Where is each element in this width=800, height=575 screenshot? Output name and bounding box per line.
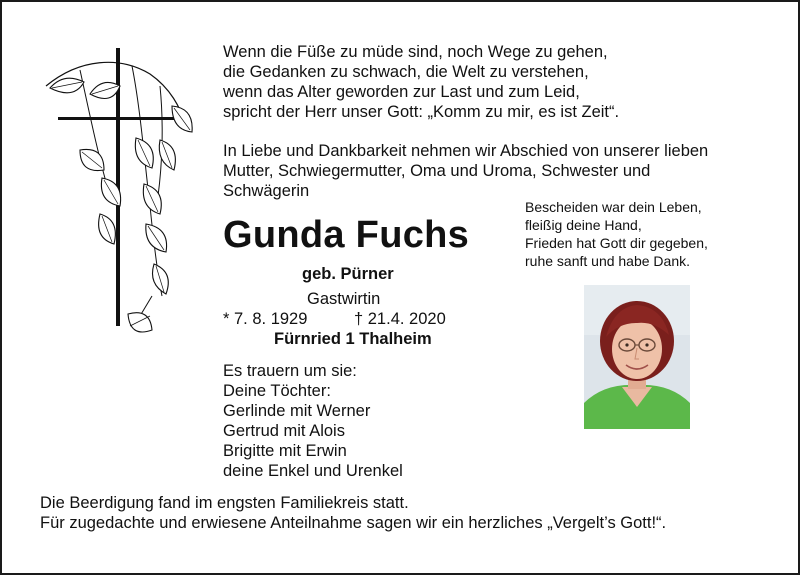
footer-line: Für zugedachte und erwiesene Anteilnahme sagen wir ein herzliches „Vergelt’s Gott!“. <box>40 514 667 532</box>
intro-line: Schwägerin <box>223 182 310 200</box>
mourners-list <box>223 361 403 481</box>
verse-line: Bescheiden war dein Leben, <box>525 199 702 215</box>
mourners-line: Es trauern um sie: <box>223 362 357 380</box>
poem-line: Wenn die Füße zu müde sind, noch Wege zu gehen, <box>223 43 608 61</box>
poem-line: spricht der Herr unser Gott: „Komm zu mir, es ist Zeit“. <box>223 103 620 121</box>
mourners-line: Brigitte mit Erwin <box>223 442 347 460</box>
farewell-intro <box>223 141 708 201</box>
side-verse <box>525 198 708 270</box>
mourners-line: Gertrud mit Alois <box>223 422 345 440</box>
opening-poem <box>223 42 619 122</box>
intro-line: Mutter, Schwiegermutter, Oma und Uroma, Schwester und <box>223 162 651 180</box>
cross-with-birch-branch-icon <box>40 46 210 356</box>
birth-date: * 7. 8. 1929 <box>223 310 308 328</box>
verse-line: Frieden hat Gott dir gegeben, <box>525 235 708 251</box>
poem-line: die Gedanken zu schwach, die Welt zu verstehen, <box>223 63 589 81</box>
verse-line: fleißig deine Hand, <box>525 217 642 233</box>
poem-line: wenn das Alter geworden zur Last und zum Leid, <box>223 83 580 101</box>
funeral-footer <box>40 493 666 533</box>
mourners-line: deine Enkel und Urenkel <box>223 462 403 480</box>
verse-line: ruhe sanft und habe Dank. <box>525 253 691 269</box>
address: Fürnried 1 Thalheim <box>274 330 432 348</box>
deceased-name: Gunda Fuchs <box>223 214 470 256</box>
footer-line: Die Beerdigung fand im engsten Familiekreis statt. <box>40 494 409 512</box>
mourners-line: Gerlinde mit Werner <box>223 402 371 420</box>
portrait-illustration <box>584 285 690 429</box>
death-date: † 21.4. 2020 <box>354 310 446 328</box>
portrait-photo <box>584 285 690 429</box>
intro-line: In Liebe und Dankbarkeit nehmen wir Abschied von unserer lieben <box>223 142 709 160</box>
maiden-name: geb. Pürner <box>302 265 394 283</box>
occupation: Gastwirtin <box>307 290 381 308</box>
mourners-line: Deine Töchter: <box>223 382 331 400</box>
